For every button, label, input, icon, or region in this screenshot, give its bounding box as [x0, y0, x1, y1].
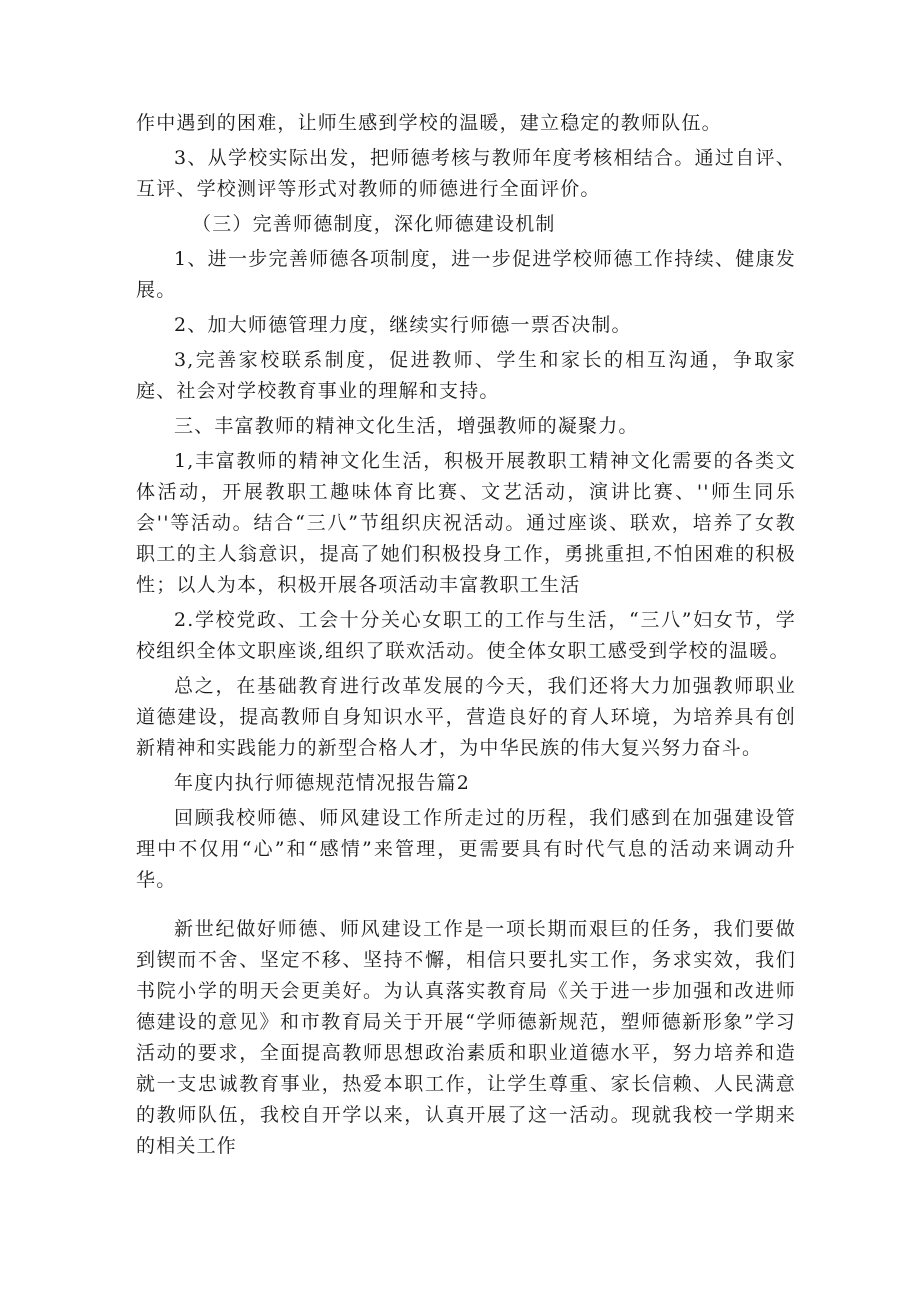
- document-body: [136, 106, 796, 1164]
- paragraph-item-3-home-school: 3,完善家校联系制度，促进教师、学生和家长的相互沟通，争取家庭、社会对学校教育事业的理解和支持。: [136, 349, 796, 402]
- paragraph-new-century: 新世纪做好师德、师风建设工作是一项长期而艰巨的任务，我们要做到锲而不舍、坚定不移、坚持不懈，相信只要扎实工作，务求实效，我们书院小学的明天会更美好。为认真落实教育局《关于进一步加强和改进师德建设的意见》和市教育局关于开展“学师德新规范，塑师德新形象”学习活动的要求，全面提高教师思想政治素质和职业道德水平，努力培养和造就一支忠诚教育事业，热爱本职工作，让学生尊重、家长信赖、人民满意的教师队伍，我校自开学以来，认真开展了这一活动。现就我校一学期来的相关工作: [136, 918, 796, 1157]
- paragraph-continuation: 作中遇到的困难，让师生感到学校的温暖，建立稳定的教师队伍。: [136, 112, 722, 134]
- paragraph-item-1-culture: 1,丰富教师的精神文化生活，积极开展教职工精神文化需要的各类文体活动，开展教职工趣味体育比赛、文艺活动，演讲比赛、''师生同乐会''等活动。结合“三八”节组织庆祝活动。通过座谈、联欢，培养了女教职工的主人翁意识，提高了她们积极投身工作，勇挑重担,不怕困难的积极性；以人为本，积极开展各项活动丰富教职工生活: [136, 450, 796, 596]
- paragraph-conclusion: 总之，在基础教育进行改革发展的今天，我们还将大力加强教师职业道德建设，提高教师自身知识水平，营造良好的育人环境，为培养具有创新精神和实践能力的新型合格人才，为中华民族的伟大复兴努力奋斗。: [136, 675, 796, 759]
- paragraph-item-3-assessment: 3、从学校实际出发，把师德考核与教师年度考核相结合。通过自评、互评、学校测评等形式对教师的师德进行全面评价。: [136, 147, 796, 200]
- paragraph-item-2-management: 2、加大师德管理力度，继续实行师德一票否决制。: [174, 314, 632, 336]
- report-title-part-2: 年度内执行师德规范情况报告篇2: [174, 772, 471, 794]
- section-heading-3: （三）完善师德制度，深化师德建设机制: [192, 213, 556, 235]
- section-heading-part-3: 三、丰富教师的精神文化生活，增强教师的凝聚力。: [174, 415, 639, 437]
- paragraph-item-1-system: 1、进一步完善师德各项制度，进一步促进学校师德工作持续、健康发展。: [136, 248, 796, 301]
- paragraph-item-2-female-staff: 2.学校党政、工会十分关心女职工的工作与生活，“三八”妇女节，学校组织全体文职座谈,组织了联欢活动。使全体女职工感受到学校的温暖。: [136, 609, 796, 662]
- paragraph-review: 回顾我校师德、师风建设工作所走过的历程，我们感到在加强建设管理中不仅用“心”和“感情”来管理，更需要具有时代气息的活动来调动升华。: [136, 807, 796, 891]
